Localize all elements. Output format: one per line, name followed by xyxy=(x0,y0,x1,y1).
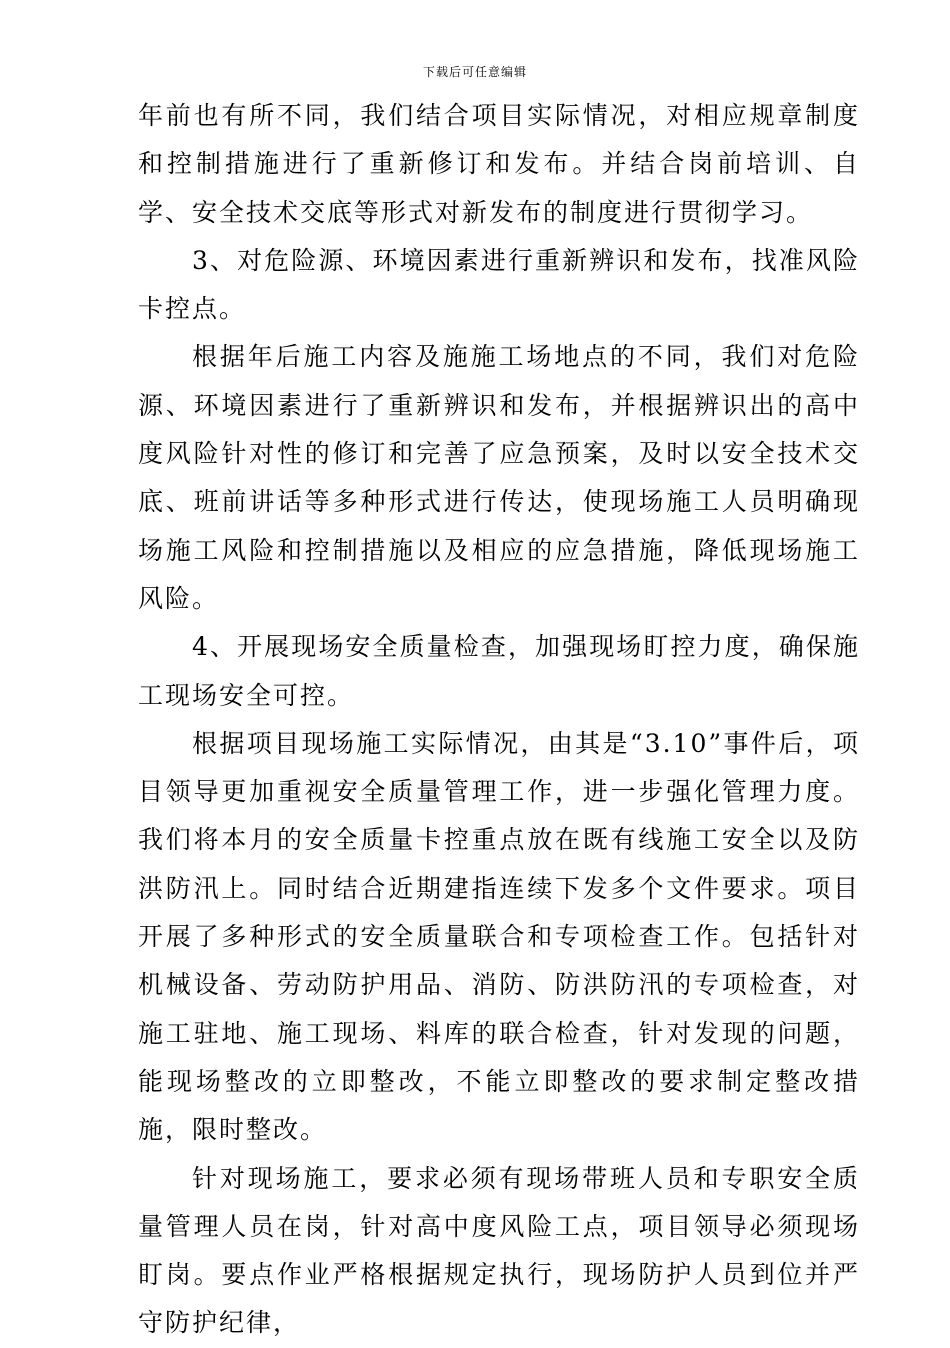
paragraph: 针对现场施工，要求必须有现场带班人员和专职安全质量管理人员在岗，针对高中度风险工点，项目领导必须现场盯岗。要点作业严格根据规定执行，现场防护人员到位并严守防护纪律， xyxy=(138,1163,860,1338)
paragraph: 根据年后施工内容及施施工场地点的不同，我们对危险源、环境因素进行了重新辨识和发布，并根据辨识出的高中度风险针对性的修订和完善了应急预案，及时以安全技术交底、班前讲话等多种形式进行传达，使现场施工人员明确现场施工风险和控制措施以及相应的应急措施，降低现场施工风险。 xyxy=(138,342,860,613)
section-heading-4: 4、开展现场安全质量检查，加强现场盯控力度，确保施工现场安全可控。 xyxy=(138,632,860,710)
paragraph-continuation: 年前也有所不同，我们结合项目实际情况，对相应规章制度和控制措施进行了重新修订和发布。并结合岗前培训、自学、安全技术交底等形式对新发布的制度进行贯彻学习。 xyxy=(138,101,860,227)
document-body xyxy=(138,92,860,1348)
page-header: 下载后可任意编辑 xyxy=(422,65,527,79)
paragraph: 根据项目现场施工实际情况，由其是“3.10”事件后，项目领导更加重视安全质量管理工作，进一步强化管理力度。我们将本月的安全质量卡控重点放在既有线施工安全以及防洪防汛上。同时结合近期建指连续下发多个文件要求。项目开展了多种形式的安全质量联合和专项检查工作。包括针对机械设备、劳动防护用品、消防、防洪防汛的专项检查，对施工驻地、施工现场、料库的联合检查，针对发现的问题，能现场整改的立即整改，不能立即整改的要求制定整改措施，限时整改。 xyxy=(138,728,860,1145)
section-heading-3: 3、对危险源、环境因素进行重新辨识和发布，找准风险卡控点。 xyxy=(138,245,860,324)
